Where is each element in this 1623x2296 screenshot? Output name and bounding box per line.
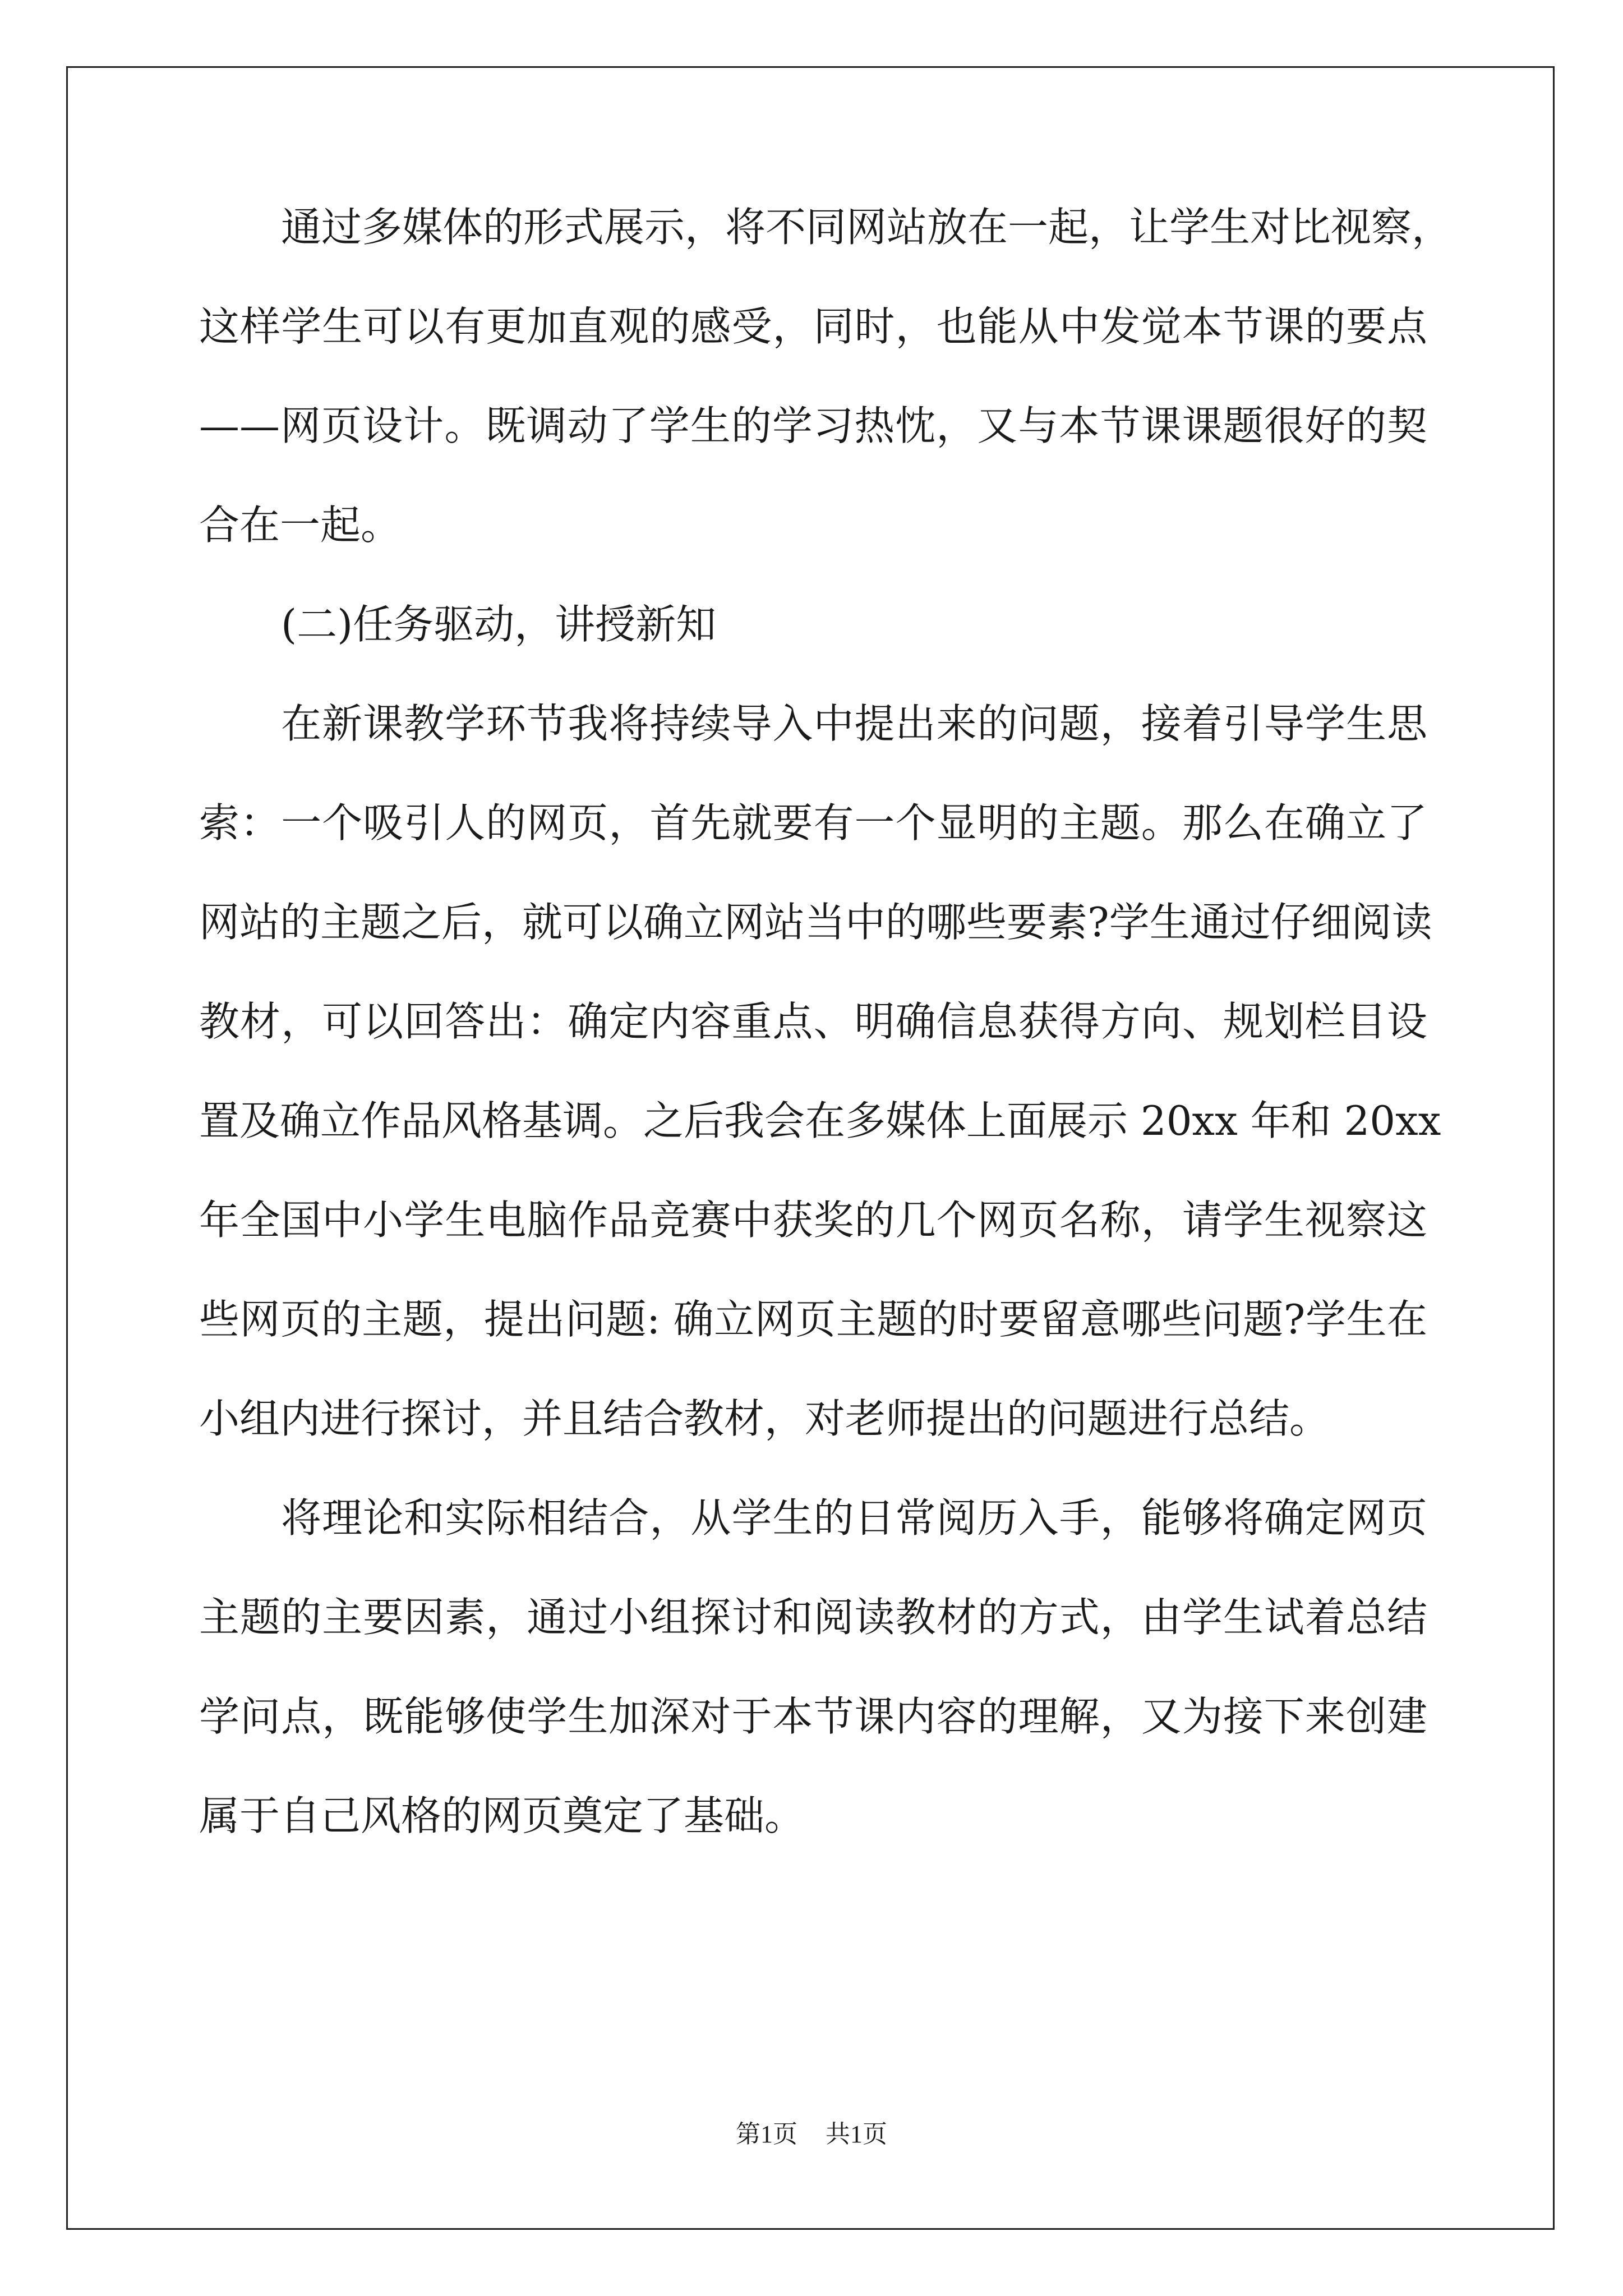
paragraph-3-line-3: 网站的主题之后，就可以确立网站当中的哪些要素?学生通过仔细阅读 [199, 899, 1432, 946]
paragraph-3-line-5: 置及确立作品风格基调。之后我会在多媒体上面展示 20xx 年和 20xx [199, 1097, 1441, 1144]
section-heading: (二)任务驱动，讲授新知 [281, 601, 717, 648]
paragraph-1-line-1: 通过多媒体的形式展示，将不同网站放在一起，让学生对比视察， [281, 204, 1453, 251]
paragraph-4-line-1: 将理论和实际相结合，从学生的日常阅历入手，能够将确定网页 [281, 1494, 1427, 1542]
paragraph-4-line-3: 学问点，既能够使学生加深对于本节课内容的理解，又为接下来创建 [199, 1693, 1427, 1740]
page-footer [0, 2118, 1623, 2151]
paragraph-1-line-2: 这样学生可以有更加直观的感受，同时，也能从中发觉本节课的要点 [199, 303, 1427, 350]
paragraph-3-line-7: 些网页的主题，提出问题: 确立网页主题的时要留意哪些问题?学生在 [199, 1296, 1427, 1343]
paragraph-4-line-2: 主题的主要因素，通过小组探讨和阅读教材的方式，由学生试着总结 [199, 1594, 1427, 1641]
page-number: 第1页 [736, 2120, 797, 2148]
paragraph-4-line-4: 属于自己风格的网页奠定了基础。 [199, 1792, 805, 1839]
paragraph-3-line-1: 在新课教学环节我将持续导入中提出来的问题，接着引导学生思 [281, 700, 1427, 747]
page-total: 共1页 [826, 2120, 887, 2148]
paragraph-3-line-8: 小组内进行探讨，并且结合教材，对老师提出的问题进行总结。 [199, 1395, 1330, 1442]
paragraph-3-line-4: 教材，可以回答出：确定内容重点、明确信息获得方向、规划栏目设 [199, 998, 1427, 1045]
paragraph-3-line-2: 索：一个吸引人的网页，首先就要有一个显明的主题。那么在确立了 [199, 799, 1427, 846]
paragraph-1-line-3: ——网页设计。既调动了学生的学习热忱，又与本节课课题很好的契 [199, 402, 1427, 449]
page-border [66, 66, 1555, 2230]
paragraph-3-line-6: 年全国中小学生电脑作品竞赛中获奖的几个网页名称，请学生视察这 [199, 1197, 1427, 1244]
paragraph-1-line-4: 合在一起。 [199, 501, 402, 549]
